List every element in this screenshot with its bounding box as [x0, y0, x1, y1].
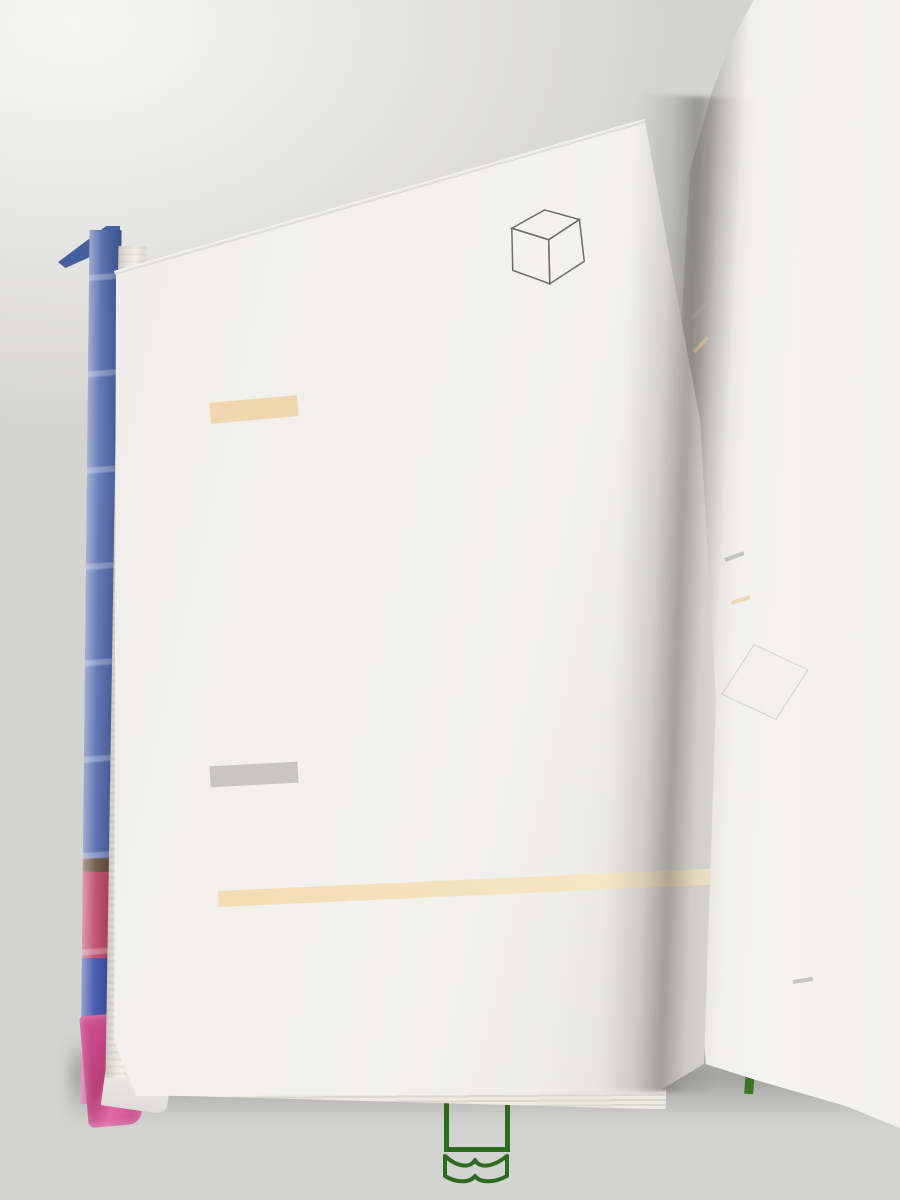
dice-cube — [496, 197, 594, 291]
variants-table — [204, 506, 697, 534]
answer-label — [210, 762, 299, 788]
open-book-icon — [440, 1152, 512, 1188]
task2-label — [209, 395, 298, 424]
text-line — [274, 876, 702, 895]
product-rule-box — [218, 869, 712, 907]
text-line — [274, 876, 702, 895]
text-line — [274, 876, 702, 895]
cube-right-face — [545, 219, 585, 283]
text-line — [274, 876, 702, 895]
cube-front-face — [510, 226, 552, 287]
text-line — [274, 876, 702, 895]
